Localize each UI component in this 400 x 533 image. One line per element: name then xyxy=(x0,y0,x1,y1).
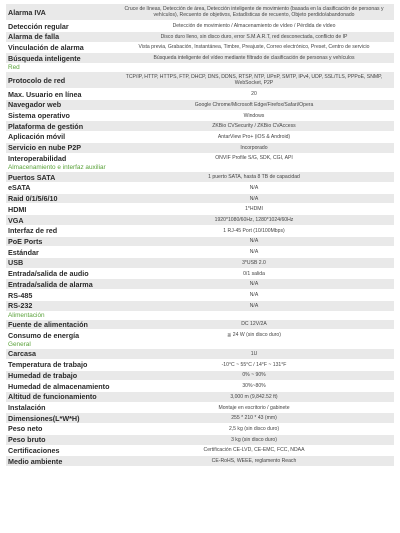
spec-row xyxy=(6,279,394,290)
spec-row xyxy=(6,53,394,64)
spec-value: ZKBio CVSecurity / ZKBio CVAccess xyxy=(212,123,296,130)
spec-row xyxy=(6,320,394,331)
spec-value: 0% ~ 90% xyxy=(242,372,266,379)
spec-row xyxy=(6,413,394,424)
spec-label: Entrada/salida de alarma xyxy=(8,279,93,289)
spec-value: 3*USB 2.0 xyxy=(242,259,266,266)
spec-label: HDMI xyxy=(8,204,27,214)
spec-row xyxy=(6,301,394,312)
spec-value: 0/1 salida xyxy=(243,270,265,277)
spec-label: Estándar xyxy=(8,247,39,257)
spec-value: Búsqueda inteligente del vídeo mediante filtrado de clasificación de personas y vehículos xyxy=(153,55,355,62)
section-header: Almacenamiento e interfaz auxiliar xyxy=(8,164,106,172)
spec-label: Medio ambiente xyxy=(8,456,63,466)
spec-value: 1U xyxy=(250,350,258,357)
spec-value: 3 kg (sin disco duro) xyxy=(231,436,277,443)
spec-label: Plataforma de gestión xyxy=(8,121,84,131)
spec-row xyxy=(6,183,394,194)
spec-row xyxy=(6,360,394,371)
spec-label: Servicio en nube P2P xyxy=(8,143,82,153)
spec-value: TCP/IP, HTTP, HTTPS, FTP, DHCP, DNS, DDNS, RTSP, NTP, UPnP, SMTP, IPv4, UDP, SSL/TLS, PPPoE, SNMP, WebSocket, P2P xyxy=(125,74,383,87)
spec-row xyxy=(6,43,394,54)
spec-row xyxy=(6,392,394,403)
spec-value: 1920*1080/60Hz, 1280*1024/60Hz xyxy=(214,217,294,224)
spec-row xyxy=(6,330,394,341)
spec-row xyxy=(6,269,394,280)
spec-label: Aplicación móvil xyxy=(8,132,66,142)
spec-value: Windows xyxy=(243,112,265,119)
spec-label: Humedad de almacenamiento xyxy=(8,381,110,391)
spec-label: Altitud de funcionamiento xyxy=(8,392,97,402)
spec-row xyxy=(6,226,394,237)
spec-label: PoE Ports xyxy=(8,236,43,246)
spec-table xyxy=(6,4,394,467)
spec-label: Puertos SATA xyxy=(8,172,56,182)
spec-value: N/A xyxy=(249,281,259,288)
spec-label: Alarma IVA xyxy=(8,7,46,17)
spec-row xyxy=(6,143,394,154)
spec-label: Detección regular xyxy=(8,21,69,31)
spec-value: N/A xyxy=(249,195,259,202)
spec-row xyxy=(6,111,394,122)
spec-label: RS-485 xyxy=(8,290,33,300)
spec-row xyxy=(6,446,394,457)
spec-label: Vinculación de alarma xyxy=(8,42,84,52)
spec-label: Temperatura de trabajo xyxy=(8,360,88,370)
spec-value: 1*HDMI xyxy=(245,206,263,213)
spec-row xyxy=(6,89,394,100)
spec-label: Certificaciones xyxy=(8,445,60,455)
spec-row xyxy=(6,258,394,269)
spec-row xyxy=(6,215,394,226)
spec-label: RS-232 xyxy=(8,301,33,311)
spec-value: Incorporado xyxy=(240,144,268,151)
spec-row xyxy=(6,4,394,21)
spec-value: ≦ 24 W (sin disco duro) xyxy=(227,332,281,339)
spec-value: N/A xyxy=(249,249,259,256)
spec-value: ONVIF Profile S/G, SDK, CGI, API xyxy=(215,155,293,162)
spec-label: Interoperabilidad xyxy=(8,153,67,163)
spec-row xyxy=(6,349,394,360)
spec-label: USB xyxy=(8,258,24,268)
spec-value: Detección de movimiento / Almacenamiento de vídeo / Pérdida de vídeo xyxy=(172,23,336,30)
spec-row xyxy=(6,32,394,43)
section-header: Alimentación xyxy=(8,311,45,319)
spec-label: Búsqueda inteligente xyxy=(8,53,81,63)
spec-row xyxy=(6,204,394,215)
spec-row xyxy=(6,237,394,248)
spec-row xyxy=(6,72,394,89)
spec-label: VGA xyxy=(8,215,24,225)
spec-label: Max. Usuario en línea xyxy=(8,89,82,99)
spec-label: Sistema operativo xyxy=(8,111,70,121)
spec-value: CE-RoHS, WEEE, reglamento Reach xyxy=(211,458,297,465)
spec-label: Humedad de trabajo xyxy=(8,370,78,380)
spec-row xyxy=(6,21,394,32)
spec-value: N/A xyxy=(249,292,259,299)
spec-value: DC 12V/2A xyxy=(241,321,267,328)
spec-value: 1 puerto SATA, hasta 8 TB de capacidad xyxy=(208,174,300,181)
spec-value: Montaje en escritorio / gabinete xyxy=(218,404,290,411)
spec-row xyxy=(6,154,394,165)
spec-value: N/A xyxy=(249,238,259,245)
spec-value: AntarView Pro+ (iOS & Android) xyxy=(217,133,291,140)
spec-label: Consumo de energía xyxy=(8,330,80,340)
spec-value: -10°C ~ 55°C / 14°F ~ 131°F xyxy=(221,361,287,368)
spec-row xyxy=(6,371,394,382)
spec-row xyxy=(6,132,394,143)
spec-label: Carcasa xyxy=(8,349,36,359)
spec-label: Dimensiones(L*W*H) xyxy=(8,413,80,423)
spec-value: 30%~80% xyxy=(242,383,266,390)
spec-label: Raid 0/1/5/6/10 xyxy=(8,194,58,204)
spec-label: Interfaz de red xyxy=(8,226,58,236)
spec-value: 3,000 m (9,842.52 ft) xyxy=(230,393,278,400)
spec-row xyxy=(6,381,394,392)
spec-row xyxy=(6,100,394,111)
spec-label: Protocolo de red xyxy=(8,75,66,85)
spec-label: Peso neto xyxy=(8,424,43,434)
spec-value: Google Chrome/Microsoft Edge/Firefox/Safari/Opera xyxy=(194,101,314,108)
spec-value: N/A xyxy=(249,302,259,309)
section-header: Red xyxy=(8,64,20,72)
spec-value: 1 RJ-45 Port (10/100Mbps) xyxy=(223,227,285,234)
spec-value: N/A xyxy=(249,184,259,191)
spec-value: Cruce de líneas, Detección de área, Detección inteligente de movimiento (basada en la clasificación de personas y vehículos), Recuento de objetivos, Estadísticas de recuento, Objeto perdido/abandonado xyxy=(124,6,384,19)
spec-row xyxy=(6,194,394,205)
spec-row xyxy=(6,121,394,132)
spec-value: 20 xyxy=(251,91,257,98)
spec-value: Certificación CE-LVD, CE-EMC, FCC, NDAA xyxy=(203,447,305,454)
spec-row xyxy=(6,403,394,414)
spec-label: Navegador web xyxy=(8,100,62,110)
spec-value: Disco duro lleno, sin disco duro, error S.M.A.R.T, red desconectada, conflicto de IP xyxy=(160,33,348,40)
spec-row xyxy=(6,435,394,446)
spec-row xyxy=(6,456,394,467)
spec-value: 2,5 kg (sin disco duro) xyxy=(228,425,280,432)
spec-value: Vista previa, Grabación, Instantánea, Timbre, Preajuste, Correo electrónico, Preset, Centro de servicio xyxy=(138,44,370,51)
spec-row xyxy=(6,424,394,435)
spec-label: Alarma de falla xyxy=(8,32,60,42)
section-header: General xyxy=(8,341,31,349)
spec-label: Fuente de alimentación xyxy=(8,319,88,329)
spec-label: Instalación xyxy=(8,403,46,413)
spec-value: 255 * 210 * 43 (mm) xyxy=(231,415,277,422)
spec-label: Entrada/salida de audio xyxy=(8,269,89,279)
spec-label: Peso bruto xyxy=(8,435,46,445)
spec-label: eSATA xyxy=(8,183,31,193)
spec-row xyxy=(6,172,394,183)
spec-row xyxy=(6,290,394,301)
spec-row xyxy=(6,247,394,258)
